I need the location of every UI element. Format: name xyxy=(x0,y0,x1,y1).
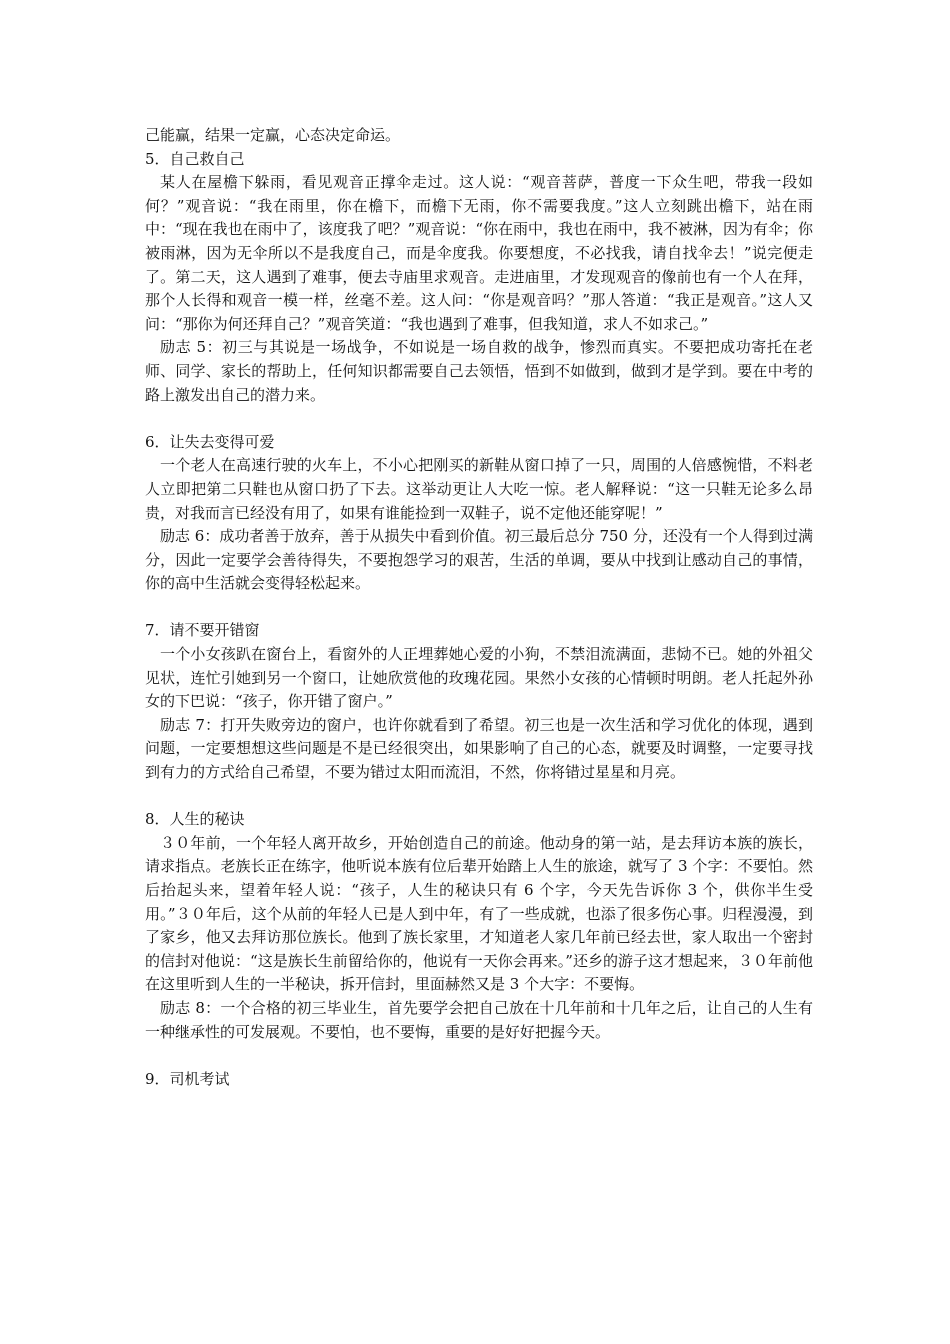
section-8 xyxy=(145,808,813,1044)
section-6 xyxy=(145,431,813,596)
section-heading: 6．让失去变得可爱 xyxy=(145,432,275,451)
spacer xyxy=(145,407,813,431)
spacer xyxy=(145,785,813,809)
moral-paragraph: 励志 6：成功者善于放弃，善于从损失中看到价值。初三最后总分 750 分，还没有一个人得到过满分，因此一定要学会善待得失，不要抱怨学习的艰苦，生活的单调，要从中找到让感动自己的事情，你的高中生活就会变得轻松起来。 xyxy=(145,527,813,593)
section-heading: 8．人生的秘诀 xyxy=(145,810,245,829)
story-paragraph: 一个小女孩趴在窗台上，看窗外的人正埋葬她心爱的小狗，不禁泪流满面，悲恸不已。她的外祖父见状，连忙引她到另一个窗口，让她欣赏他的玫瑰花园。果然小女孩的心情顿时明朗。老人托起外孙女的下巴说：“孩子，你开错了窗户。” xyxy=(145,645,813,711)
moral-paragraph: 励志 7：打开失败旁边的窗户，也许你就看到了希望。初三也是一次生活和学习优化的体现，遇到问题，一定要想想这些问题是不是已经很突出，如果影响了自己的心态，就要及时调整，一定要寻找到有力的方式给自己希望，不要为错过太阳而流泪，不然，你将错过星星和月亮。 xyxy=(145,715,813,782)
spacer xyxy=(145,1044,813,1068)
section-heading: 5．自己救自己 xyxy=(145,149,245,168)
moral-paragraph: 励志 5：初三与其说是一场战争，不如说是一场自救的战争，惨烈而真实。不要把成功寄托在老师、同学、家长的帮助上，任何知识都需要自己去领悟，悟到不如做到，做到才是学到。要在中考的路上激发出自己的潜力来。 xyxy=(145,338,813,404)
section-5 xyxy=(145,148,813,408)
section-7 xyxy=(145,619,813,784)
intro-line: 己能赢，结果一定赢，心态决定命运。 xyxy=(145,126,401,144)
moral-paragraph: 励志 8：一个合格的初三毕业生，首先要学会把自己放在十几年前和十几年之后，让自己的人生有一种继承性的可发展观。不要怕，也不要悔，重要的是好好把握今天。 xyxy=(145,998,813,1041)
spacer xyxy=(145,596,813,620)
document-page xyxy=(145,124,813,1091)
section-heading: 7．请不要开错窗 xyxy=(145,621,260,640)
section-heading-9: 9．司机考试 xyxy=(145,1069,230,1088)
story-paragraph: 一个老人在高速行驶的火车上，不小心把刚买的新鞋从窗口掉了一只，周围的人倍感惋惜，不料老人立即把第二只鞋也从窗口扔了下去。这举动更让人大吃一惊。老人解释说：“这一只鞋无论多么昂贵，对我而言已经没有用了，如果有谁能捡到一双鞋子，说不定他还能穿呢！” xyxy=(145,456,813,522)
story-paragraph: ３０年前，一个年轻人离开故乡，开始创造自己的前途。他动身的第一站，是去拜访本族的族长，请求指点。老族长正在练字，他听说本族有位后辈开始踏上人生的旅途，就写了 3 个字：不要怕。然后抬起头来，望着年轻人说：“孩子，人生的秘诀只有 6 个字，今天先告诉你 3 个，供你半生受用。”３０年后，这个从前的年轻人已是人到中年，有了一些成就，也添了很多伤心事。归程漫漫，到了家乡，他又去拜访那位族长。他到了族长家里，才知道老人家几年前已经去世，家人取出一个密封的信封对他说：“这是族长生前留给你的，他说有一天你会再来。”还乡的游子这才想起来，３０年前他在这里听到人生的一半秘诀，拆开信封，里面赫然又是 3 个大字：不要悔。 xyxy=(145,833,813,994)
story-paragraph: 某人在屋檐下躲雨，看见观音正撑伞走过。这人说：“观音菩萨，普度一下众生吧，带我一段如何？”观音说：“我在雨里，你在檐下，而檐下无雨，你不需要我度。”这人立刻跳出檐下，站在雨中：“现在我也在雨中了，该度我了吧？”观音说：“你在雨中，我也在雨中，我不被淋，因为有伞；你被雨淋，因为无伞所以不是我度自己，而是伞度我。你要想度，不必找我，请自找伞去！”说完便走了。第二天，这人遇到了难事，便去寺庙里求观音。走进庙里，才发现观音的像前也有一个人在拜，那个人长得和观音一模一样，丝毫不差。这人问：“你是观音吗？”那人答道：“我正是观音。”这人又问：“那你为何还拜自己？”观音笑道：“我也遇到了难事，但我知道，求人不如求己。” xyxy=(145,173,814,333)
